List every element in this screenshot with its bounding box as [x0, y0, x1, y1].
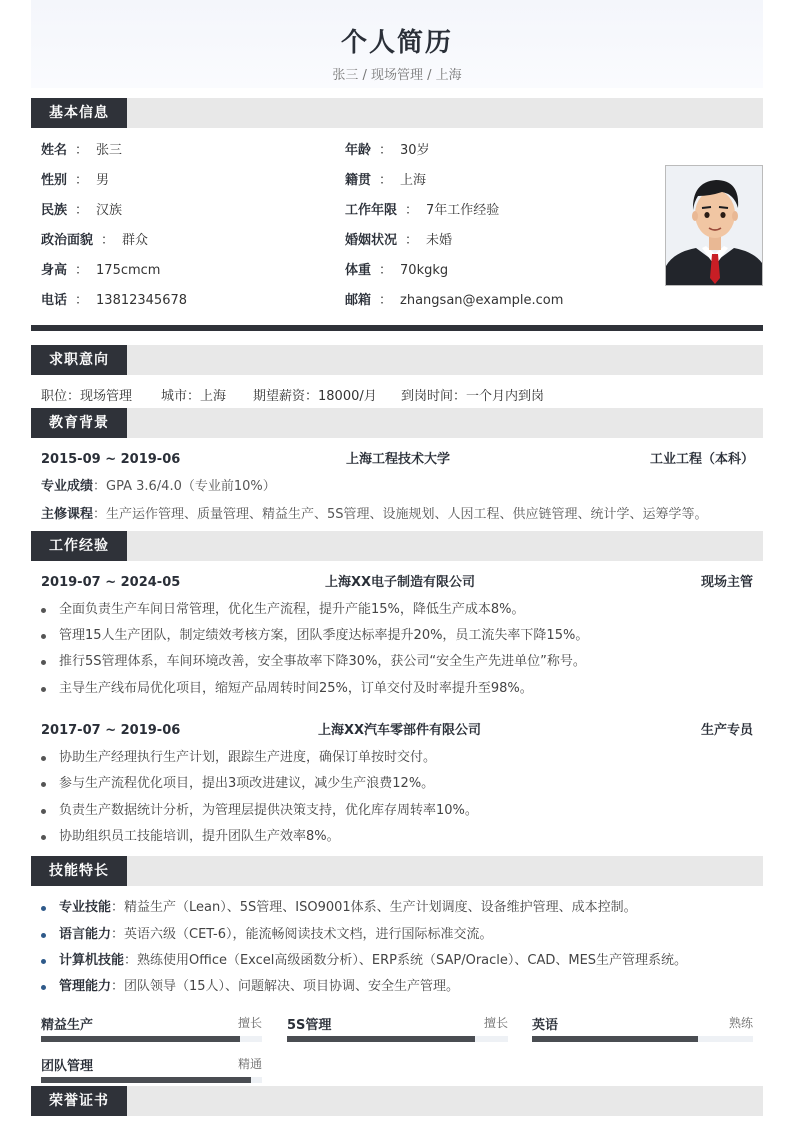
- basic-info-row: [41, 172, 109, 190]
- basic-info-value: 上海: [400, 173, 427, 188]
- basic-info-label: 体重: [345, 263, 372, 278]
- basic-info-label: 民族: [41, 203, 68, 218]
- skill-bar-level: 擅长: [237, 1016, 262, 1030]
- skill-bar-name: 团队管理: [41, 1059, 94, 1074]
- skill-item: 专业技能：精益生产（Lean）、5S管理、ISO9001体系、生产计划调度、设备维护管理、成本控制。: [41, 899, 637, 917]
- skill-bar-name: 5S管理: [287, 1018, 332, 1033]
- intent-salary: 期望薪资：18000/月: [253, 389, 377, 404]
- skill-bar-name: 精益生产: [41, 1018, 94, 1033]
- skill-bar-track: [532, 1036, 753, 1042]
- skill-bar-fill: [532, 1036, 698, 1042]
- section-education: [31, 408, 763, 438]
- basic-info-colon: ：: [75, 203, 89, 218]
- avatar-portrait-icon: [666, 166, 763, 286]
- basic-info-label: 邮箱: [345, 293, 372, 308]
- skill-bar-track: [287, 1036, 508, 1042]
- basic-info-value: 张三: [96, 143, 123, 158]
- skill-item: 语言能力：英语六级（CET-6），能流畅阅读技术文档，进行国际标准交流。: [41, 926, 493, 944]
- basic-info-label: 婚姻状况: [345, 233, 398, 248]
- basic-info-label: 性别: [41, 173, 68, 188]
- section-skills: [31, 856, 763, 886]
- basic-info-value: 13812345678: [96, 293, 188, 308]
- gpa-value: ：GPA 3.6/4.0（专业前10%）: [93, 479, 276, 494]
- work-period: 2019-07 ~ 2024-05: [41, 575, 181, 590]
- section-work-experience: [31, 531, 763, 561]
- section-title: 工作经验: [31, 531, 127, 561]
- basic-info-colon: ：: [75, 263, 89, 278]
- basic-info-label: 电话: [41, 293, 68, 308]
- basic-info-row: [41, 292, 187, 310]
- basic-info-row: [345, 232, 452, 250]
- skill-bar-level: 擅长: [483, 1016, 508, 1030]
- section-title: 荣誉证书: [31, 1086, 127, 1116]
- basic-info-value: 汉族: [96, 203, 123, 218]
- courses-label: 主修课程: [41, 507, 94, 522]
- basic-info-colon: ：: [379, 263, 393, 278]
- page-title: 个人简历: [340, 28, 453, 58]
- work-company: 上海XX汽车零部件有限公司: [318, 723, 482, 738]
- basic-info-label: 工作年限: [345, 203, 398, 218]
- work-item: 管理15人生产团队，制定绩效考核方案，团队季度达标率提升20%，员工流失率下降15%。: [41, 627, 588, 645]
- page-subtitle: 张三 / 现场管理 / 上海: [332, 68, 462, 83]
- basic-info-colon: ：: [75, 293, 89, 308]
- basic-info-value: 7年工作经验: [426, 203, 500, 218]
- basic-info-colon: ：: [101, 233, 115, 248]
- intent-arrival: 到岗时间：一个月内到岗: [401, 389, 545, 404]
- section-title: 基本信息: [31, 98, 127, 128]
- basic-info-value: 男: [96, 173, 110, 188]
- work-item: 协助生产经理执行生产计划，跟踪生产进度，确保订单按时交付。: [41, 749, 436, 767]
- basic-info-row: [345, 262, 448, 280]
- work-item: 参与生产流程优化项目，提出3项改进建议，减少生产浪费12%。: [41, 775, 434, 793]
- skill-bar-fill: [287, 1036, 475, 1042]
- courses-value: ：生产运作管理、质量管理、精益生产、5S管理、设施规划、人因工程、供应链管理、统计学、运筹学等。: [93, 507, 708, 522]
- skill-bar-level: 熟练: [728, 1016, 753, 1030]
- work-period: 2017-07 ~ 2019-06: [41, 723, 181, 738]
- basic-info-value: 群众: [122, 233, 149, 248]
- skill-bar-track: [41, 1077, 262, 1083]
- intent-city: 城市：上海: [161, 389, 227, 404]
- basic-info-label: 身高: [41, 263, 68, 278]
- section-job-intent: [31, 345, 763, 375]
- gpa-label: 专业成绩: [41, 479, 94, 494]
- basic-info-row: [345, 142, 430, 160]
- skill-bar-fill: [41, 1036, 240, 1042]
- skill-bar-track: [41, 1036, 262, 1042]
- work-item: 推行5S管理体系，车间环境改善，安全事故率下降30%，获公司“安全生产先进单位”称号。: [41, 653, 586, 671]
- work-title: 现场主管: [700, 575, 753, 590]
- education-gpa: [41, 478, 276, 496]
- work-item: 全面负责生产车间日常管理，优化生产流程，提升产能15%，降低生产成本8%。: [41, 601, 525, 619]
- basic-info-label: 年龄: [345, 143, 372, 158]
- basic-info-label: 姓名: [41, 143, 68, 158]
- basic-info-value: 未婚: [426, 233, 453, 248]
- skill-bar-name: 英语: [532, 1018, 559, 1033]
- skill-bar-fill: [41, 1077, 251, 1083]
- skill-bar-level: 精通: [237, 1057, 262, 1071]
- intent-position: 职位：现场管理: [41, 389, 133, 404]
- basic-info-label: 政治面貌: [41, 233, 94, 248]
- header: [31, 0, 763, 88]
- basic-info-value: 30岁: [400, 143, 430, 158]
- basic-info-row: [41, 232, 148, 250]
- section-honors: [31, 1086, 763, 1116]
- basic-info-row: [345, 202, 499, 220]
- basic-info-colon: ：: [405, 233, 419, 248]
- work-company: 上海XX电子制造有限公司: [325, 575, 476, 590]
- basic-info-value: 175cmcm: [96, 263, 161, 278]
- education-school: 上海工程技术大学: [346, 452, 451, 467]
- work-item: 协助组织员工技能培训，提升团队生产效率8%。: [41, 828, 340, 846]
- work-item: 主导生产线布局优化项目，缩短产品周转时间25%，订单交付及时率提升至98%。: [41, 680, 533, 698]
- basic-info-row: [41, 202, 122, 220]
- basic-info-row: [41, 142, 122, 160]
- basic-info-row: [41, 262, 160, 280]
- basic-info-row: [345, 172, 426, 190]
- section-divider: [31, 325, 763, 331]
- basic-info-colon: ：: [75, 173, 89, 188]
- skill-item: 管理能力：团队领导（15人）、问题解决、项目协调、安全生产管理。: [41, 978, 459, 996]
- section-title: 技能特长: [31, 856, 127, 886]
- basic-info-colon: ：: [405, 203, 419, 218]
- basic-info-row: [345, 292, 563, 310]
- profile-photo: [665, 165, 763, 286]
- basic-info-colon: ：: [75, 143, 89, 158]
- work-title: 生产专员: [700, 723, 753, 738]
- education-period: 2015-09 ~ 2019-06: [41, 452, 181, 467]
- basic-info-value: zhangsan@example.com: [400, 293, 564, 308]
- work-item: 负责生产数据统计分析，为管理层提供决策支持，优化库存周转率10%。: [41, 802, 478, 820]
- section-title: 教育背景: [31, 408, 127, 438]
- education-major: 工业工程（本科）: [650, 452, 755, 467]
- section-basic-info: [31, 98, 763, 128]
- basic-info-colon: ：: [379, 173, 393, 188]
- basic-info-colon: ：: [379, 143, 393, 158]
- basic-info-value: 70kgkg: [400, 263, 449, 278]
- section-title: 求职意向: [31, 345, 127, 375]
- skill-item: 计算机技能：熟练使用Office（Excel高级函数分析）、ERP系统（SAP/Oracle）、CAD、MES生产管理系统。: [41, 952, 687, 970]
- education-courses: [41, 506, 708, 524]
- basic-info-colon: ：: [379, 293, 393, 308]
- basic-info-label: 籍贯: [345, 173, 372, 188]
